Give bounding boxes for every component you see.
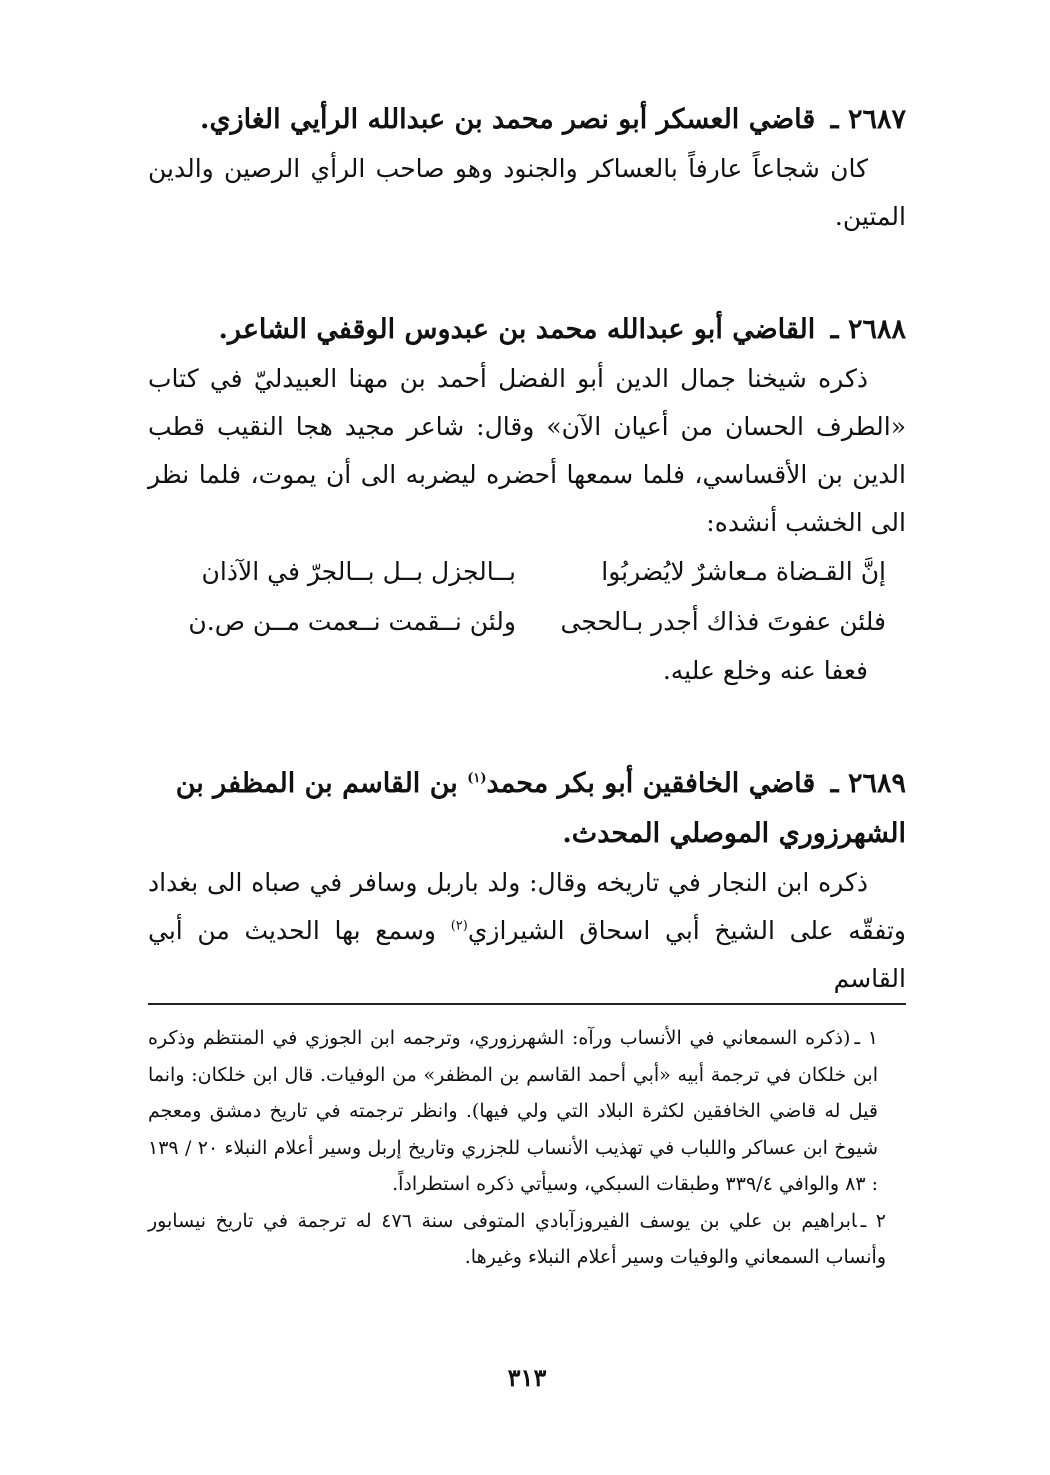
entry-2689: [148, 759, 906, 1003]
entry-body: [148, 859, 906, 1003]
footnote-ref: (١): [467, 771, 487, 786]
footnote-text: (ذكره السمعاني في الأنساب ورآه: الشهرزوري، وترجمه ابن الجوزي في المنتظم وذكره ابن خلكان في ترجمة أبيه «أبي أحمد القاسم بن المظفر» من الوفيات. قال ابن خلكان: وانما قيل له قاضي الخافقين لكثرة البلاد التي ولي فيها). وانظر ترجمته في تاريخ دمشق ومعجم شيوخ ابن عساكر واللباب في تهذيب الأنساب للجزري وتاريخ إربل وسير أعلام النبلاء ٢٠ / ١٣٩ : ٨٣ والوافي ٣٣٩/٤ وطبقات السبكي، وسيأتي ذكره استطراداً.: [148, 1027, 878, 1195]
entry-title-text: قاضي الخافقين أبو بكر محمد: [486, 768, 816, 799]
entry-number: ٢٦٨٧ ـ: [830, 104, 906, 135]
footnote-number: ١ ـ: [854, 1027, 878, 1049]
entry-body-text: ذكره ابن النجار في تاريخه وقال: ولد باربل وسافر في صباه الى بغداد وتفقّه على الشيخ أبي اسحاق الشيرازي: [148, 868, 906, 945]
verse-second-hemistich: ولئن نــقمت نــعمت مــن ص.ن: [188, 607, 516, 636]
entry-title-text: قاضي العسكر أبو نصر محمد بن عبدالله الرأيي الغازي.: [200, 104, 816, 135]
entry-number: ٢٦٨٩ ـ: [830, 768, 906, 799]
verse-first-hemistich: إنَّ القـضاة مـعاشرٌ لايُضربُوا: [601, 557, 886, 586]
entry-2688: [148, 305, 906, 695]
footnote-number: ٢ ـ: [860, 1209, 887, 1232]
entry-heading: [148, 305, 906, 355]
page-number: ٣١٣: [507, 1363, 547, 1392]
footnote-divider: [148, 1003, 906, 1005]
poem-verse: [148, 597, 906, 647]
footnotes: [148, 1020, 906, 1276]
spacer: [148, 695, 906, 759]
footnote-text: ابراهيم بن علي بن يوسف الفيروزآبادي المتوفى سنة ٤٧٦ له ترجمة في تاريخ نيسابور وأنساب السمعاني والوفيات وسير أعلام النبلاء وغيرها.: [148, 1209, 886, 1268]
entry-number: ٢٦٨٨ ـ: [830, 314, 906, 345]
book-page: [148, 95, 906, 1435]
entry-closing: فعفا عنه وخلع عليه.: [662, 656, 868, 685]
entry-body: كان شجاعاً عارفاً بالعساكر والجنود وهو صاحب الرأي الرصين والدين المتين.: [148, 154, 906, 231]
verse-first-hemistich: فلئن عفوتَ فذاك أجدر بـالحجى: [560, 607, 886, 636]
verse-second-hemistich: بــالجزل بــل بــالجرّ في الآذان: [201, 557, 516, 586]
entry-2687: [148, 95, 906, 241]
footnote-ref: (٢): [450, 918, 468, 934]
entry-body-text-cont: وسمع بها الحديث من أبي القاسم: [148, 916, 906, 993]
entry-heading: [148, 759, 906, 859]
entry-body: ذكره شيخنا جمال الدين أبو الفضل أحمد بن مهنا العبيدليّ في كتاب «الطرف الحسان من أعيان الآن» وقال: شاعر مجيد هجا النقيب قطب الدين بن الأقساسي، فلما سمعها أحضره ليضربه الى أن يموت، فلما نظر الى الخشب أنشده:: [148, 364, 906, 537]
footnote: [148, 1203, 906, 1276]
entry-title-text: القاضي أبو عبدالله محمد بن عبدوس الوقفي الشاعر.: [218, 314, 816, 345]
footnote: [148, 1020, 906, 1203]
poem-verse: [148, 547, 906, 597]
entry-heading: [148, 95, 906, 145]
entry-title-text-cont: بن القاسم بن المظفر بن الشهرزوري الموصلي المحدث.: [175, 768, 906, 849]
spacer: [148, 241, 906, 305]
